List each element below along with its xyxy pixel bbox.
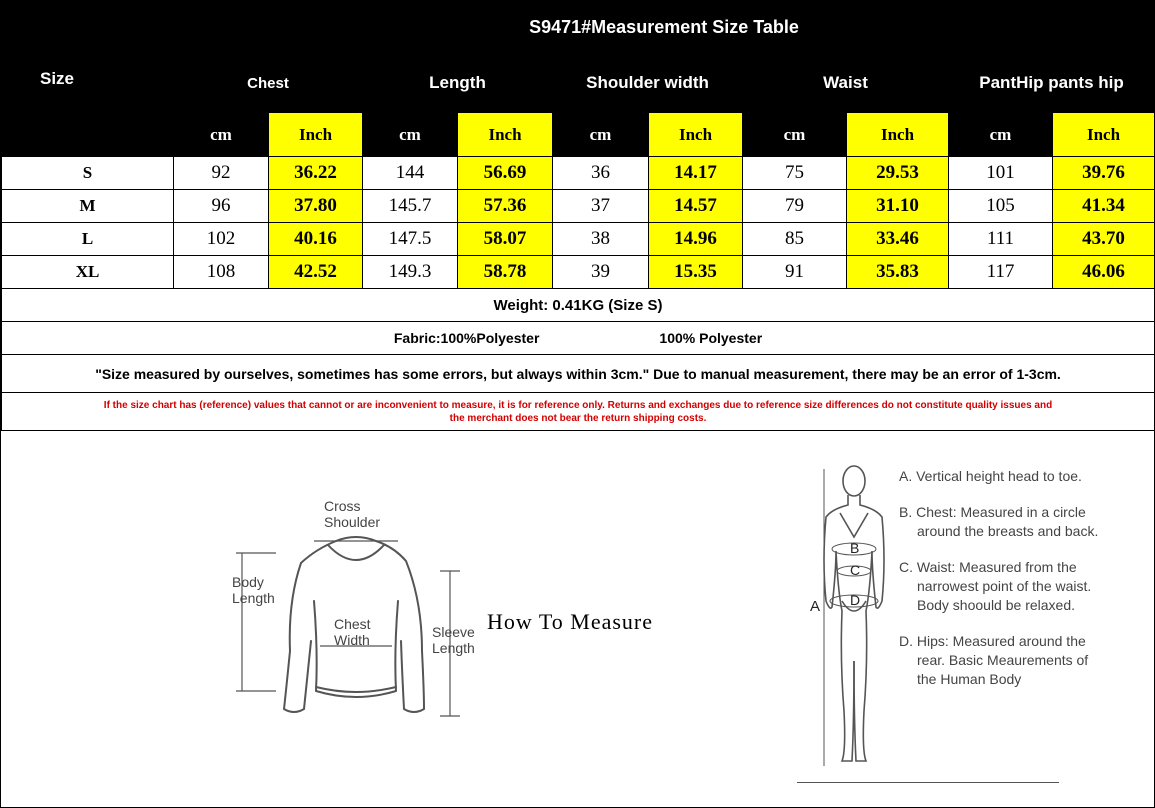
cell-inch: 37.80 [269,190,363,223]
row-size: S [2,157,174,190]
unit-cm: cm [949,113,1053,157]
label-a: A [810,598,821,615]
table-row [2,190,1155,223]
cell-cm: 102 [174,223,269,256]
cell-inch: 35.83 [847,256,949,289]
cell-cm: 105 [949,190,1053,223]
cell-cm: 92 [174,157,269,190]
legend-item: B. Chest: Measured in a circle around the breasts and back. [899,504,1099,539]
cell-inch: 57.36 [458,190,553,223]
cell-cm: 79 [743,190,847,223]
group-chest: Chest [174,54,363,113]
group-waist: Waist [743,54,949,113]
legend-item: D. Hips: Measured around the rear. Basic Meaurements of the Human Body [899,633,1089,687]
fabric-label: Fabric:100%Polyester [393,330,540,346]
table-row [2,223,1155,256]
body-length-label-1: Body [232,574,264,590]
legend-item: C. Waist: Measured from the narrowest point of the waist. Body shoould be relaxed. [899,559,1092,613]
cell-inch: 29.53 [847,157,949,190]
table-row [2,157,1155,190]
unit-cm: cm [743,113,847,157]
group-shoulder-width: Shoulder width [553,54,743,113]
unit-inch: Inch [1053,113,1155,157]
label-b: B [850,540,860,556]
row-size: M [2,190,174,223]
cell-inch: 43.70 [1053,223,1155,256]
sleeve-length-label-1: Sleeve [432,624,475,640]
unit-cm: cm [553,113,649,157]
cell-cm: 101 [949,157,1053,190]
label-d: D [850,592,861,608]
cell-inch: 33.46 [847,223,949,256]
disclaimer-text: If the size chart has (reference) values that cannot or are inconvenient to measure, it is for reference only. Returns and exchanges due to reference size differences do not constitute quality issues and the merchant does not bear the return shipping costs. [2,393,1155,431]
cell-cm: 36 [553,157,649,190]
unit-inch: Inch [269,113,363,157]
cell-cm: 149.3 [363,256,458,289]
chest-width-label-2: Width [334,632,370,648]
legend-divider [797,782,1059,783]
label-c: C [850,562,861,578]
fabric-info [2,322,1155,355]
size-table [1,1,1155,431]
cell-cm: 85 [743,223,847,256]
sleeve-length-label-2: Length [432,640,475,656]
weight-info: Weight: 0.41KG (Size S) [2,289,1155,322]
cross-shoulder-label-1: Cross [324,498,361,514]
chest-width-label-1: Chest [334,616,371,632]
measurement-note: "Size measured by ourselves, sometimes has some errors, but always within 3cm." Due to manual measurement, there may be an error of 1-3cm. [2,355,1155,393]
measurement-legend [899,467,1099,706]
cell-cm: 147.5 [363,223,458,256]
cell-inch: 36.22 [269,157,363,190]
cell-inch: 31.10 [847,190,949,223]
cell-cm: 37 [553,190,649,223]
cell-inch: 14.57 [649,190,743,223]
row-size: L [2,223,174,256]
cell-inch: 58.78 [458,256,553,289]
cell-inch: 58.07 [458,223,553,256]
measure-lines [824,469,878,766]
body-outline [824,466,884,761]
unit-inch: Inch [847,113,949,157]
cell-cm: 91 [743,256,847,289]
cell-inch: 41.34 [1053,190,1155,223]
unit-inch: Inch [458,113,553,157]
cell-inch: 14.17 [649,157,743,190]
cell-cm: 75 [743,157,847,190]
unit-cm: cm [363,113,458,157]
unit-inch: Inch [649,113,743,157]
table-row [2,256,1155,289]
cell-cm: 38 [553,223,649,256]
sweater-diagram [216,491,496,731]
body-figure-diagram [796,461,901,791]
body-length-label-2: Length [232,590,275,606]
size-header: Size [2,2,174,157]
cell-cm: 108 [174,256,269,289]
cell-cm: 96 [174,190,269,223]
cell-inch: 39.76 [1053,157,1155,190]
cell-cm: 117 [949,256,1053,289]
cell-cm: 111 [949,223,1053,256]
cross-shoulder-label-2: Shoulder [324,514,381,530]
cell-inch: 15.35 [649,256,743,289]
cell-inch: 14.96 [649,223,743,256]
row-size: XL [2,256,174,289]
fabric-value: 100% Polyester [659,330,763,346]
cell-cm: 144 [363,157,458,190]
legend-item: A. Vertical height head to toe. [899,468,1082,484]
unit-cm: cm [174,113,269,157]
group-length: Length [363,54,553,113]
cell-inch: 56.69 [458,157,553,190]
cell-cm: 145.7 [363,190,458,223]
cell-inch: 46.06 [1053,256,1155,289]
group-hip: PantHip pants hip [949,54,1155,113]
cell-inch: 42.52 [269,256,363,289]
table-title: S9471#Measurement Size Table [174,2,1155,54]
how-to-measure-title: How To Measure [487,609,654,634]
cell-cm: 39 [553,256,649,289]
cell-inch: 40.16 [269,223,363,256]
